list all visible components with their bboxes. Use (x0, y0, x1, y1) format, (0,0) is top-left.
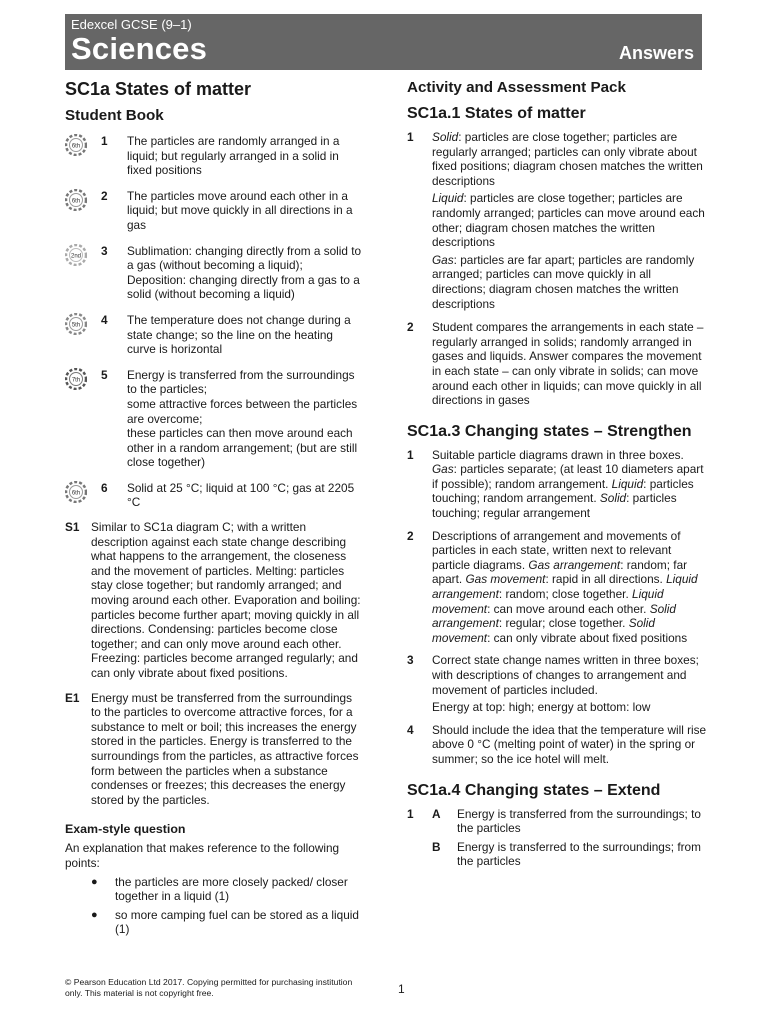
answer-item (407, 130, 707, 311)
student-book-heading: Student Book (65, 107, 164, 124)
bullet-icon: ● (91, 908, 98, 921)
s1-item (65, 520, 365, 681)
answers-label: Answers (618, 43, 694, 63)
exam-question-heading: Exam-style question (65, 822, 186, 837)
item-text: Energy must be transferred from the surroundings to the particles to overcome attractive forces, for a substance to melt or boil; this increases the energy stored in the particles. Energy is transferred to the surroundings from the particles, as attractive forces form between the particles when a substance condenses or freezes; this decreases the energy stored by the particles. (91, 690, 359, 807)
item-text: The particles move around each other in a liquid; but move quickly in all directions in a gas (127, 188, 353, 232)
item-subtext: Energy at top: high; energy at bottom: low (432, 700, 651, 715)
section-heading: SC1a States of matter (65, 79, 252, 99)
svg-text:6th: 6th (71, 198, 81, 205)
answer-item (407, 723, 707, 767)
page-number: 1 (398, 982, 405, 996)
gear-icon (65, 134, 87, 156)
item-number: 2 (407, 528, 414, 543)
series-label: Edexcel GCSE (9–1) (71, 17, 192, 32)
difficulty-badge-icon (65, 134, 87, 156)
section-heading: SC1a.1 States of matter (407, 105, 586, 122)
bullet-text: the particles are more closely packed/ closer together in a liquid (1) (115, 874, 348, 904)
item-number: 4 (407, 722, 414, 737)
answer-item (407, 653, 707, 714)
difficulty-badge-icon (65, 368, 87, 390)
item-text: Correct state change names written in three boxes; with descriptions of changes to arrangement and movement of particles included. (432, 653, 699, 697)
item-number: 2 (101, 188, 108, 203)
section-heading: SC1a.4 Changing states – Extend (407, 781, 661, 799)
item-text-line: Energy is transferred from the surroundings to the particles; (127, 367, 355, 397)
item-text: The particles are randomly arranged in a liquid; but regularly arranged in a solid in fixed positions (127, 134, 340, 178)
item-number: E1 (65, 690, 80, 705)
student-book-item (65, 368, 365, 470)
bullet-text: so more camping fuel can be stored as a liquid (1) (115, 907, 359, 937)
item-text-line: these particles can then move around each other in a random arrangement; (but are still close together) (127, 426, 358, 470)
item-number: 1 (101, 134, 108, 148)
page-header (65, 14, 702, 70)
item-letter: B (432, 839, 441, 854)
gear-icon (65, 481, 87, 503)
student-book-item (65, 244, 365, 302)
copyright-footer: © Pearson Education Ltd 2017. Copying permitted for purchasing institution only. This material is not copyright free. (65, 977, 353, 998)
item-text: Gas: particles are far apart; particles are randomly arranged; particles can move quickly in all directions; diagram chosen matches the written descriptions (432, 252, 695, 311)
svg-text:6th: 6th (71, 143, 81, 150)
item-number: S1 (65, 520, 80, 535)
item-text: Similar to SC1a diagram C; with a written description against each state change describing what happens to the arrangement, the closeness and the movement of particles. Melting: particles stay close together; but randomly arranged; and moving around each other. Evaporation and boiling: particles become further apart; moving quickly in all directions. Condensing: particles become close together; and can only move around each other. Freezing: particles become arranged regularly; and can only vibrate about fixed positions. (91, 520, 361, 680)
gear-icon (65, 189, 87, 211)
svg-text:6th: 6th (71, 490, 81, 497)
list-item (65, 908, 365, 937)
item-number: 3 (101, 243, 108, 258)
item-text-line: some attractive forces between the particles are overcome; (127, 396, 358, 426)
item-number: 1 (407, 806, 414, 821)
liquid-label: Liquid (432, 191, 464, 206)
exam-intro: An explanation that makes reference to the following points: (65, 841, 340, 870)
item-number: 3 (407, 653, 414, 668)
right-column (407, 78, 707, 869)
student-book-item (65, 313, 365, 357)
solid-label: Solid (432, 130, 459, 144)
item-text: Sublimation: changing directly from a solid to a gas (without becoming a liquid); Deposition: changing directly from a gas to a solid (without becoming a liquid) (127, 243, 362, 302)
item-number: 5 (101, 367, 108, 382)
answer-item (407, 840, 707, 869)
student-book-item (65, 134, 365, 178)
student-book-item (65, 189, 365, 233)
item-letter: A (432, 806, 441, 821)
item-text: Suitable particle diagrams drawn in three boxes. Gas: particles separate; (at least 10 diameters apart if possible); random arrangement. Liquid: particles touching; random arrangement. Solid: particles touching; regular arrangement (432, 447, 704, 521)
item-text: Solid: particles are close together; particles are regularly arranged; particles can only vibrate about fixed positions; diagram chosen matches the written descriptions (432, 130, 703, 188)
gear-icon (65, 313, 87, 335)
item-text: Liquid: particles are close together; particles are randomly arranged; particles can move around each other; diagram chosen matches the written descriptions (432, 191, 705, 250)
svg-text:7th: 7th (71, 377, 81, 384)
item-text: Energy is transferred to the surroundings; from the particles (457, 839, 701, 869)
answer-item (407, 448, 707, 521)
bullet-icon: ● (91, 875, 98, 888)
student-book-item (65, 481, 365, 510)
difficulty-badge-icon (65, 189, 87, 211)
item-number: 1 (407, 447, 414, 462)
item-number: 6 (101, 480, 108, 495)
item-number: 2 (407, 320, 414, 335)
section-heading: SC1a.3 Changing states – Strengthen (407, 422, 692, 440)
header-title: Sciences (71, 31, 208, 66)
answer-item (407, 529, 707, 646)
difficulty-badge-icon (65, 481, 87, 503)
answer-item (407, 807, 707, 836)
item-text: Energy is transferred from the surroundings; to the particles (457, 806, 701, 836)
item-number: 4 (101, 312, 108, 327)
item-text: Descriptions of arrangement and movements of particles in each state, written next to relevant particle diagrams. Gas arrangement: random; far apart. Gas movement: rapid in all directions. Liquid arrangement: random; close together. Liquid movement: can move around each other. Solid arrangement: regular; close together. Solid movement: can only vibrate about fixed positions (432, 528, 698, 645)
item-text: The temperature does not change during a state change; so the line on the heating curve is horizontal (127, 312, 351, 357)
answer-item (407, 320, 707, 408)
difficulty-badge-icon (65, 313, 87, 335)
gas-label: Gas (432, 252, 454, 267)
item-text: Solid at 25 °C; liquid at 100 °C; gas at 2205 °C (127, 480, 355, 510)
item-number: 1 (407, 130, 414, 144)
list-item (65, 875, 365, 904)
activity-pack-heading: Activity and Assessment Pack (407, 79, 626, 96)
e1-item (65, 691, 365, 808)
item-text: Should include the idea that the temperature will rise above 0 °C (melting point of water) in the spring or summer; so the ice hotel will melt. (432, 722, 707, 766)
difficulty-badge-icon (65, 244, 87, 266)
left-column (65, 78, 365, 937)
svg-text:2nd: 2nd (70, 253, 82, 260)
gear-icon (65, 244, 87, 266)
svg-text:5th: 5th (71, 322, 81, 329)
gear-icon (65, 368, 87, 390)
item-text: Student compares the arrangements in each state – regularly arranged in solids; randomly arranged in gases and liquids. Answer compares the movement in each state – can only vibrate in solids; can move around each other in liquids; can move quickly in all directions in gases (432, 320, 704, 408)
